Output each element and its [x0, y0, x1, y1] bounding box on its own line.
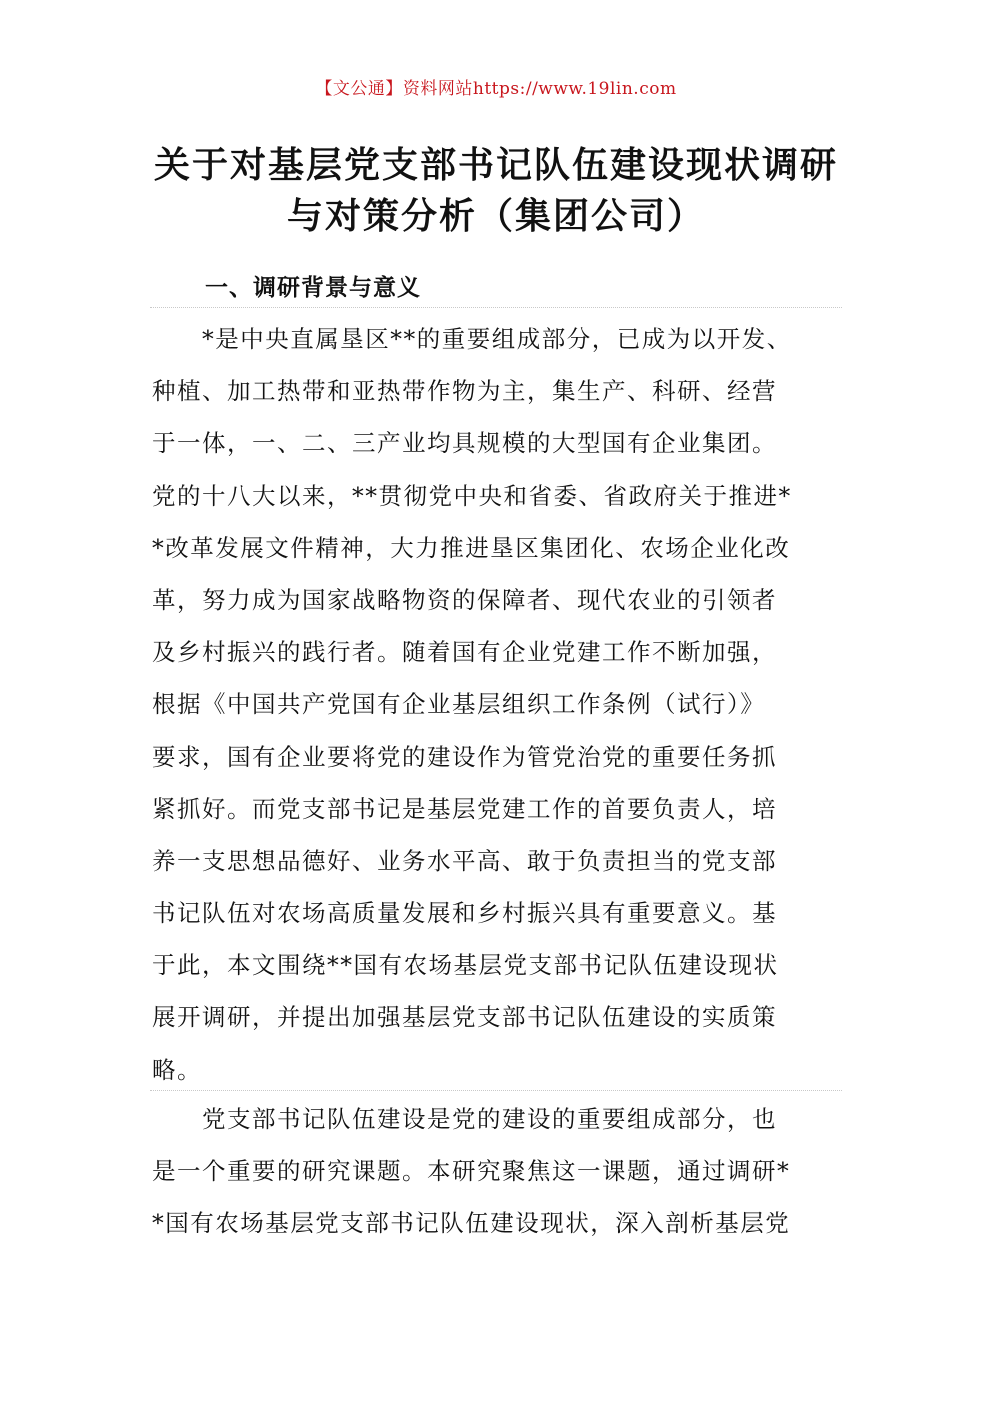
paragraph-line: 紧抓好。而党支部书记是基层党建工作的首要负责人，培 [152, 794, 777, 823]
paragraph-line: 是一个重要的研究课题。本研究聚焦这一课题，通过调研* [152, 1157, 791, 1186]
paragraph-1 [152, 313, 840, 1096]
paragraph-line: 于一体，一、二、三产业均具规模的大型国有企业集团。 [152, 429, 777, 458]
paragraph-line: *改革发展文件精神，大力推进垦区集团化、农场企业化改 [152, 533, 791, 562]
paragraph-line: 展开调研，并提出加强基层党支部书记队伍建设的实质策 [152, 1003, 777, 1032]
paragraph-line: 及乡村振兴的践行者。随着国有企业党建工作不断加强， [152, 638, 777, 667]
document-title-line-1: 关于对基层党支部书记队伍建设现状调研 [153, 145, 838, 186]
paragraph-line: 党的十八大以来，**贯彻党中央和省委、省政府关于推进* [152, 481, 792, 510]
document-title-line-2: 与对策分析（集团公司） [286, 196, 705, 237]
source-header: 【文公通】资料网站https://www.19lin.com [315, 79, 677, 99]
paragraph-line: 略。 [152, 1055, 202, 1084]
paragraph-line: 党支部书记队伍建设是党的建设的重要组成部分，也 [152, 1105, 777, 1133]
paragraph-line: 书记队伍对农场高质量发展和乡村振兴具有重要意义。基 [152, 899, 777, 928]
paragraph-line: 根据《中国共产党国有企业基层组织工作条例（试行）》 [152, 690, 766, 719]
paragraph-line: 于此，本文围绕**国有农场基层党支部书记队伍建设现状 [152, 951, 779, 980]
paragraph-line: 种植、加工热带和亚热带作物为主，集生产、科研、经营 [152, 377, 777, 406]
divider [150, 307, 842, 308]
paragraph-line: 养一支思想品德好、业务水平高、敢于负责担当的党支部 [152, 846, 777, 875]
divider [150, 1090, 842, 1091]
paragraph-line: *是中央直属垦区**的重要组成部分，已成为以开发、 [152, 325, 792, 353]
paragraph-line: 革，努力成为国家战略物资的保障者、现代农业的引领者 [152, 585, 777, 614]
section-heading: 一、调研背景与意义 [205, 275, 421, 301]
paragraph-line: *国有农场基层党支部书记队伍建设现状，深入剖析基层党 [152, 1209, 791, 1238]
paragraph-2 [152, 1093, 840, 1250]
paragraph-line: 要求，国有企业要将党的建设作为管党治党的重要任务抓 [152, 742, 777, 771]
